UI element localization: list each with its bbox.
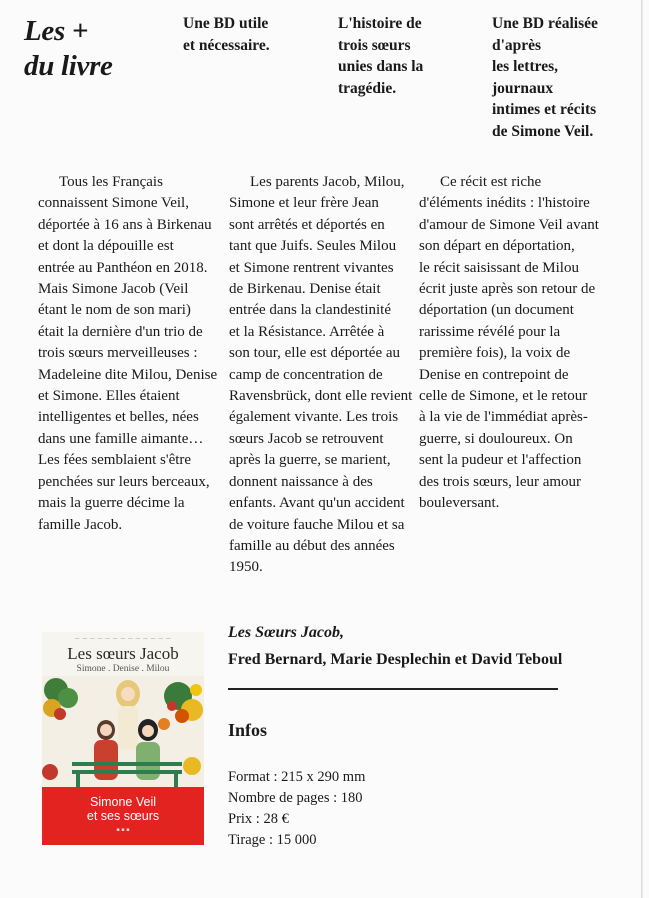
body-line: déportation (un document [419,302,574,319]
cover-band-title [42,787,204,823]
body-line: première fois), la voix de [419,345,571,362]
body-line: étant le nom de son mari) [38,302,191,319]
highlight-sources [492,13,598,142]
infos-heading: Infos [228,720,268,740]
info-print-run: Tirage : 15 000 [228,832,317,848]
body-line: déportée à 16 ans à Birkenau [38,216,212,233]
cover-red-band [42,787,204,845]
body-line: et dont la dépouille est [38,238,174,255]
highlight-line: intimes et récits [492,101,597,118]
body-line: penchées sur leurs berceaux, [38,473,210,490]
body-line: celle de Simone, et le retour [419,388,588,405]
info-format: Format : 215 x 290 mm [228,769,366,785]
book-authors: Fred Bernard, Marie Desplechin et David Teboul [228,651,563,668]
book-cover-image [42,632,204,845]
body-line: trois sœurs merveilleuses : [38,345,198,362]
body-line: mais la guerre décime la [38,495,185,512]
page-edge [641,0,643,898]
body-line: entrée dans la clandestinité [229,302,392,319]
body-line: Madeleine dite Milou, Denise [38,366,218,383]
body-line: écrit juste après son retour de [419,281,596,298]
infos-list [228,767,365,851]
highlight-line: les lettres, [492,58,558,75]
highlight-line: Une BD réalisée [492,15,598,32]
info-pages: Nombre de pages : 180 [228,790,363,806]
book-title: Les Sœurs Jacob, [228,624,345,641]
highlight-line: de Simone Veil. [492,122,594,140]
body-line: bouleversant. [419,495,500,512]
highlight-line: et nécessaire. [183,36,270,54]
body-line: enfants. Avant qu'un accident [229,495,405,512]
body-line: et la Résistance. Arrêtée à [229,323,385,340]
info-price: Prix : 28 € [228,811,289,827]
body-line: Les parents Jacob, Milou, [250,174,405,190]
body-line: famille Jacob. [38,516,123,533]
cover-band-line: et ses sœurs [86,809,160,823]
body-column-2 [229,172,419,579]
body-line: 1950. [229,559,263,576]
highlight-line: tragédie. [338,79,397,97]
body-line: et Simone. Elles étaient [38,388,180,405]
body-column-3 [419,172,609,515]
section-title-line: Les + [24,15,89,47]
body-line: connaissent Simone Veil, [38,195,189,212]
section-title [24,14,174,84]
body-line: était la dernière d'un trio de [38,323,203,340]
body-line: de Birkenau. Denise était [229,281,381,298]
body-line: son tour, elle est déportée au [229,345,401,362]
body-line: et Simone rentrent vivantes [229,259,394,276]
body-line: des trois sœurs, leur amour [419,473,582,490]
body-line: Les fées semblaient s'être [38,452,192,469]
divider [228,688,558,690]
highlight-line: trois sœurs [338,36,411,54]
cover-publisher-mark: ▪ ▪ ▪ [116,827,130,833]
cover-subtitle: Simone . Denise . Milou [76,664,170,674]
body-line: le récit saisissant de Milou [419,259,579,276]
body-line: famille au début des années [229,537,395,554]
body-line: sont arrêtés et déportés en [229,216,385,233]
body-line: intelligentes et belles, nées [38,409,199,426]
body-line: Ravensbrück, dont elle revient [229,388,413,405]
body-line: dans une famille aimante… [38,430,204,447]
highlight-story [338,13,423,99]
section-title-line: du livre [24,50,113,82]
body-line: son départ en déportation, [419,238,575,255]
body-line: donnent naissance à des [229,473,373,490]
body-line: de voiture fauche Milou et sa [229,516,405,533]
body-line: Ce récit est riche [440,174,542,190]
body-line: Simone et leur frère Jean [229,195,379,212]
body-line: guerre, si douloureux. On [419,430,573,447]
body-line: entrée au Panthéon en 2018. [38,259,208,276]
body-line: camp de concentration de [229,366,383,383]
body-line: à la vie de l'immédiat après- [419,409,588,426]
cover-band-line: Simone Veil [89,795,156,809]
body-line: d'éléments inédits : l'histoire [419,195,590,212]
body-line: Mais Simone Jacob (Veil [38,281,189,298]
highlight-utility [183,13,270,56]
body-line: rarissime révélé pour la [419,323,561,340]
cover-author-strip: — — — — — — — — — — — — — [74,636,172,642]
body-line: Tous les Français [59,174,163,190]
body-line: sœurs Jacob se retrouvent [229,430,384,447]
highlight-line: Une BD utile [183,15,269,32]
body-line: sent la pudeur et l'affection [419,452,582,469]
body-column-1 [38,172,228,536]
highlight-line: unies dans la [338,58,424,75]
body-line: après la guerre, se marient, [229,452,391,469]
cover-title: Les sœurs Jacob [67,644,179,663]
highlight-line: L'histoire de [338,15,422,32]
body-line: Denise en contrepoint de [419,366,569,383]
highlight-line: d'après [492,36,542,54]
cover-illustration [42,676,204,796]
body-line: également vivante. Les trois [229,409,399,426]
body-line: tant que Juifs. Seules Milou [229,238,397,255]
highlight-line: journaux [492,79,554,97]
body-line: d'amour de Simone Veil avant [419,216,599,233]
